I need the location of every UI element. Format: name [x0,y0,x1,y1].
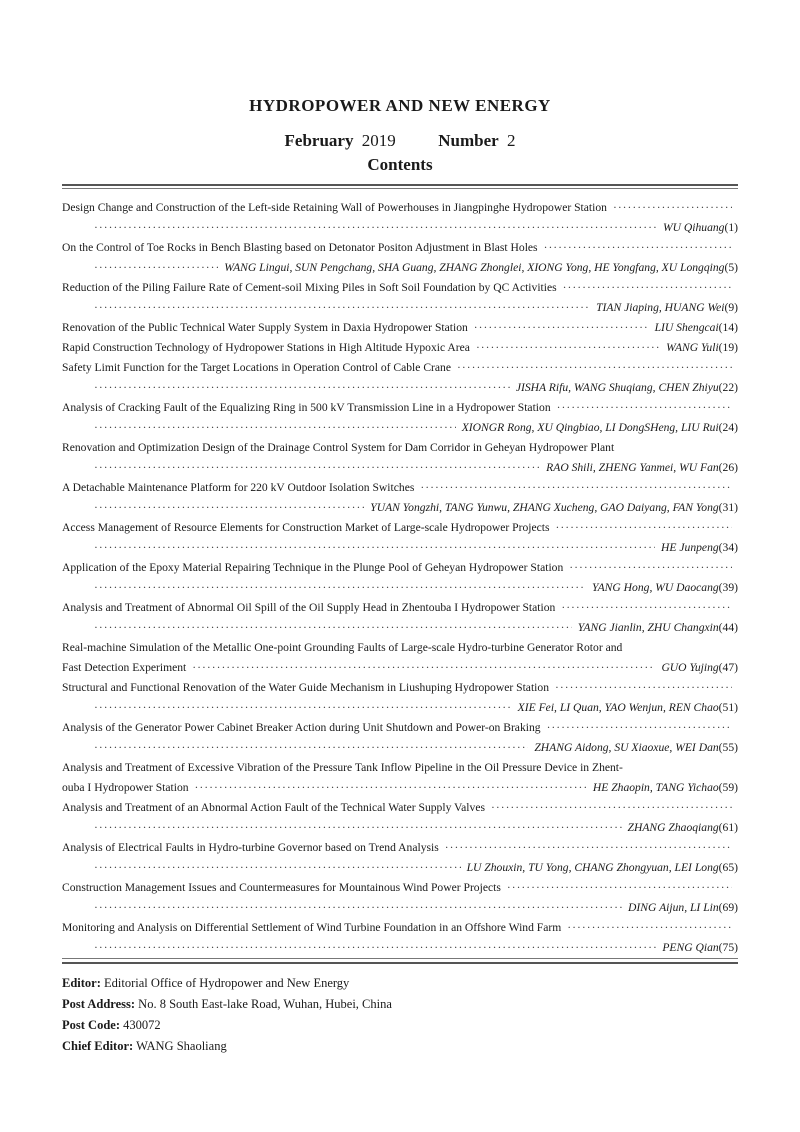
toc-title-row [62,358,738,378]
article-authors: HE Zhaopin, TANG Yichao [592,781,719,794]
toc-title-row [62,918,738,938]
article-title[interactable]: Construction Management Issues and Countermeasures for Mountainous Wind Power Projects [62,881,501,894]
article-title[interactable]: Design Change and Construction of the Left-side Retaining Wall of Powerhouses in Jiangpinghe Hydropower Station [62,201,607,214]
toc-title-row [62,338,738,358]
article-authors: JISHA Rifu, WANG Shuqiang, CHEN Zhiyu [515,381,719,394]
toc-author-row [62,498,738,518]
address-value: No. 8 South East-lake Road, Wuhan, Hubei, China [138,997,392,1011]
article-authors: WANG Yuli [666,341,719,354]
issue-number-label: Number [438,131,499,150]
toc-author-row [62,818,738,838]
toc-entry[interactable] [62,438,738,478]
article-authors: LIU Shengcai [654,321,719,334]
dot-leader [507,878,732,898]
toc-title-row [62,678,738,698]
article-title[interactable]: Analysis of Cracking Fault of the Equalizing Ring in 500 kV Transmission Line in a Hydropower Station [62,401,551,414]
article-title[interactable]: Analysis and Treatment of Abnormal Oil Spill of the Oil Supply Head in Zhentouba I Hydropower Station [62,601,556,614]
dot-leader [457,358,732,378]
article-title[interactable]: Analysis of the Generator Power Cabinet Breaker Action during Unit Shutdown and Power-on Braking [62,721,541,734]
dot-leader [94,458,540,478]
dot-leader [192,658,655,678]
article-authors: WU Qihuang [662,221,725,234]
article-page: (65) [718,861,738,874]
toc-author-row [62,418,738,438]
contents-heading: Contents [367,155,433,174]
article-title-continuation[interactable]: ouba I Hydropower Station [62,781,189,794]
article-title[interactable]: Rapid Construction Technology of Hydropower Stations in High Altitude Hypoxic Area [62,341,470,354]
dot-leader [94,258,218,278]
dot-leader [94,818,622,838]
article-authors: GUO Yujing [661,661,719,674]
postcode-value: 430072 [123,1018,161,1032]
article-page: (14) [718,321,738,334]
article-page: (55) [718,741,738,754]
dot-leader [94,418,456,438]
chief-editor-line [62,1036,392,1057]
address-line [62,994,392,1015]
dot-leader [561,598,732,618]
dot-leader [563,278,732,298]
dot-leader [94,698,512,718]
article-page: (44) [718,621,738,634]
toc-entry[interactable] [62,238,738,278]
dot-leader [94,898,622,918]
toc-author-row [62,578,738,598]
article-title[interactable]: Safety Limit Function for the Target Locations in Operation Control of Cable Crane [62,361,451,374]
article-title[interactable]: Renovation and Optimization Design of the Drainage Control System for Dam Corridor in Geheyan Hydropower Plant [62,441,615,454]
toc-entry[interactable] [62,398,738,438]
dot-leader [94,378,510,398]
dot-leader [420,478,732,498]
article-page: (47) [718,661,738,674]
dot-leader [195,778,587,798]
toc-title-row [62,318,738,338]
bottom-rule-thick [62,962,738,964]
article-authors: XIE Fei, LI Quan, YAO Wenjun, REN Chao [517,701,719,714]
dot-leader [547,718,732,738]
article-title[interactable]: Analysis of Electrical Faults in Hydro-turbine Governor based on Trend Analysis [62,841,439,854]
issue-year: 2019 [361,131,396,150]
dot-leader [94,618,572,638]
toc-author-row [62,938,738,958]
toc-entry[interactable] [62,798,738,838]
dot-leader [445,838,732,858]
article-page: (69) [718,901,738,914]
article-title[interactable]: Reduction of the Piling Failure Rate of Cement-soil Mixing Piles in Soft Soil Foundation by QC Activities [62,281,557,294]
toc-author-row [62,378,738,398]
toc-title-row [62,878,738,898]
dot-leader [556,518,732,538]
toc-title-row [62,278,738,298]
toc-entry[interactable] [62,198,738,238]
toc-author-row [62,298,738,318]
article-authors: TIAN Jiaping, HUANG Wei [596,301,725,314]
dot-leader [613,198,732,218]
dot-leader [557,398,732,418]
article-title[interactable]: Access Management of Resource Elements for Construction Market of Large-scale Hydropower Projects [62,521,550,534]
toc-author-row [62,738,738,758]
article-page: (51) [718,701,738,714]
postcode-line [62,1015,392,1036]
article-title[interactable]: Structural and Functional Renovation of the Water Guide Mechanism in Liushuping Hydropower Station [62,681,549,694]
article-authors: ZHANG Zhaoqiang [627,821,719,834]
editor-value: Editorial Office of Hydropower and New Energy [104,976,350,990]
toc-title-row [62,438,738,458]
article-title[interactable]: Renovation of the Public Technical Water Supply System in Daxia Hydropower Station [62,321,468,334]
address-label: Post Address: [62,997,136,1011]
postcode-label: Post Code: [62,1018,120,1032]
toc-entry[interactable] [62,598,738,638]
article-page: (34) [718,541,738,554]
dot-leader [94,858,461,878]
dot-leader [474,318,649,338]
article-page: (39) [718,581,738,594]
toc-title-row [62,478,738,498]
toc-title-row [62,838,738,858]
article-page: (19) [718,341,738,354]
toc-author-row [62,898,738,918]
article-authors: PENG Qian [662,941,719,954]
dot-leader [491,798,732,818]
chief-editor-value: WANG Shaoliang [136,1039,227,1053]
toc-entry[interactable] [62,558,738,598]
toc-entry[interactable] [62,718,738,758]
toc-entry[interactable] [62,638,738,678]
toc-entry[interactable] [62,318,738,338]
article-title[interactable]: Real-machine Simulation of the Metallic One-point Grounding Faults of Large-scale Hydro-turbine Generator Rotor and [62,641,623,654]
dot-leader [94,498,364,518]
toc-title-row [62,518,738,538]
toc-author-row [62,258,738,278]
toc-entry[interactable] [62,358,738,398]
article-authors: YANG Hong, WU Daocang [591,581,719,594]
article-title[interactable]: Analysis and Treatment of an Abnormal Action Fault of the Technical Water Supply Valves [62,801,485,814]
table-of-contents [62,198,738,958]
toc-entry[interactable] [62,678,738,718]
issue-line [0,131,800,151]
toc-author-row [62,618,738,638]
dot-leader [567,918,732,938]
toc-title-row [62,638,738,658]
article-page: (61) [718,821,738,834]
toc-entry[interactable] [62,278,738,318]
toc-entry[interactable] [62,478,738,518]
toc-title-row [62,198,738,218]
dot-leader [94,538,655,558]
article-authors: YUAN Yongzhi, TANG Yunwu, ZHANG Xucheng, GAO Daiyang, FAN Yong [370,501,719,514]
dot-leader [94,218,657,238]
article-title-continuation[interactable]: Fast Detection Experiment [62,661,187,674]
dot-leader [544,238,732,258]
dot-leader [94,738,528,758]
article-title[interactable]: On the Control of Toe Rocks in Bench Blasting based on Detonator Positon Adjustment in Blast Holes [62,241,538,254]
journal-title: HYDROPOWER AND NEW ENERGY [249,96,551,115]
article-authors: WANG Lingui, SUN Pengchang, SHA Guang, ZHANG Zhonglei, XIONG Yong, HE Yongfang, XU Longqing [224,261,725,274]
top-rule-thick [62,184,738,186]
toc-entry[interactable] [62,918,738,958]
article-authors: YANG Jianlin, ZHU Changxin [577,621,719,634]
toc-title-row [62,758,738,778]
article-title[interactable]: Application of the Epoxy Material Repairing Technique in the Plunge Pool of Geheyan Hydropower Station [62,561,564,574]
toc-author-row [62,538,738,558]
article-authors: RAO Shili, ZHENG Yanmei, WU Fan [546,461,719,474]
article-authors: XIONGR Rong, XU Qingbiao, LI DongSHeng, LIU Rui [461,421,719,434]
toc-title-row [62,398,738,418]
issue-number: 2 [506,131,516,150]
dot-leader [94,938,656,958]
editor-label: Editor: [62,976,101,990]
editor-line [62,973,392,994]
toc-title-continuation-row [62,658,738,678]
dot-leader [569,558,732,578]
top-rule-thin [62,188,738,189]
toc-entry[interactable] [62,878,738,918]
article-page: (31) [718,501,738,514]
dot-leader [94,578,586,598]
toc-entry[interactable] [62,758,738,798]
article-authors: ZHANG Aidong, SU Xiaoxue, WEI Dan [534,741,719,754]
toc-author-row [62,458,738,478]
editorial-footer [62,973,392,1057]
article-page: (75) [718,941,738,954]
article-page: (5) [724,261,738,274]
chief-editor-label: Chief Editor: [62,1039,134,1053]
toc-title-continuation-row [62,778,738,798]
article-page: (26) [718,461,738,474]
dot-leader [555,678,732,698]
toc-title-row [62,718,738,738]
article-authors: DING Aijun, LI Lin [628,901,719,914]
article-title[interactable]: Analysis and Treatment of Excessive Vibration of the Pressure Tank Inflow Pipeline in the Oil Pressure Device in Zhent- [62,761,623,774]
article-page: (1) [724,221,738,234]
toc-title-row [62,598,738,618]
toc-entry[interactable] [62,838,738,878]
bottom-rule-thin [62,958,738,959]
toc-entry[interactable] [62,518,738,558]
toc-author-row [62,698,738,718]
article-page: (59) [718,781,738,794]
toc-author-row [62,218,738,238]
article-page: (9) [724,301,738,314]
article-title[interactable]: Monitoring and Analysis on Differential Settlement of Wind Turbine Foundation in an Offshore Wind Farm [62,921,562,934]
dot-leader [476,338,660,358]
dot-leader [94,298,590,318]
article-authors: LU Zhouxin, TU Yong, CHANG Zhongyuan, LEI Long [466,861,719,874]
toc-author-row [62,858,738,878]
toc-entry[interactable] [62,338,738,358]
issue-month: February [284,131,354,150]
article-page: (22) [718,381,738,394]
toc-title-row [62,798,738,818]
article-page: (24) [718,421,738,434]
article-title[interactable]: A Detachable Maintenance Platform for 220 kV Outdoor Isolation Switches [62,481,415,494]
toc-title-row [62,558,738,578]
toc-title-row [62,238,738,258]
article-authors: HE Junpeng [661,541,719,554]
